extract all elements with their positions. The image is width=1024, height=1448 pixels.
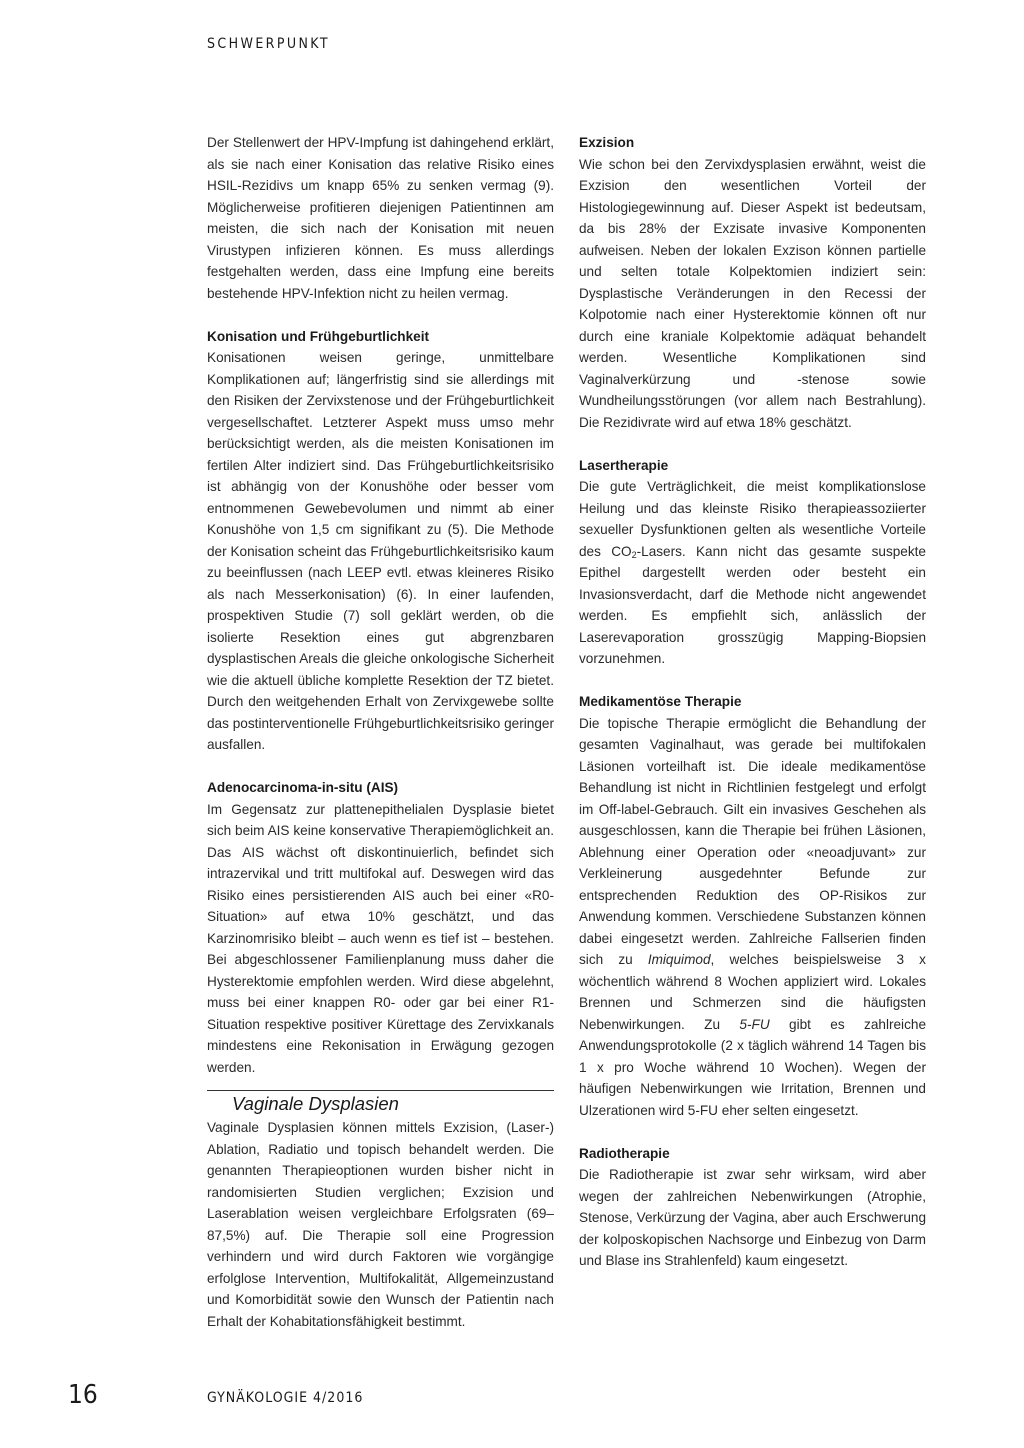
- paragraph-radiotherapie: Die Radiotherapie ist zwar sehr wirksam, wird aber wegen der zahlreichen Nebenwirkungen (Atrophie, Stenose, Verkürzung der Vagina, aber auch Erschwerung der kolposkopischen Nachsorge und Einbezug von Darm und Blase ins Strahlenfeld) kaum eingesetzt.: [579, 1167, 926, 1268]
- journal-issue: GYNÄKOLOGIE 4/2016: [207, 1390, 364, 1406]
- paragraph-exzision: Wie schon bei den Zervixdysplasien erwähnt, weist die Exzision den wesentlichen Vorteil der Histologiegewinnung auf. Dieser Aspekt ist bedeutsam, da bis 28% der Exzisate invasive Komponenten aufweisen. Neben der lokalen Exzison können partielle und selten totale Kolpektomien indiziert sein: Dysplastische Veränderungen in den Recessi der Kolpotomie nach einer Hysterektomie können oft nur durch eine kraniale Kolpektomie adäquat behandelt werden. Wesentliche Komplikationen sind Vaginalverkürzung und -stenose sowie Wundheilungsstörungen (vor allem nach Bestrahlung). Die Rezidivrate wird auf etwa 18% geschätzt.: [579, 156, 926, 430]
- paragraph-medikamentoes: Die topische Therapie ermöglicht die Behandlung der gesamten Vaginalhaut, was gerade bei multifokalen Läsionen vorteilhaft ist. Die ideale medikamentöse Behandlung ist nicht in Richtlinien festgelegt und erfolgt im Off-label-Gebrauch. Gilt ein invasives Geschehen als ausgeschlossen, kann die Therapie bei frühen Läsionen, Ablehnung einer Operation oder «neoadjuvant» zur Verkleinerung ausgedehnter Befunde zur entsprechenden Reduktion des OP-Risikos zur Anwendung kommen. Verschiedene Substanzen können dabei eingesetzt werden. Zahlreiche Fallserien finden sich zu Imiquimod, welches beispielsweise 3 x wöchentlich während 8 Wochen appliziert wird. Lokales Brennen und Schmerzen sind die häufigsten Nebenwirkungen. Zu 5-FU gibt es zahlreiche Anwendungsprotokolle (2 x täglich während 14 Tagen bis 1 x pro Woche während 10 Wochen). Wegen der häufigen Nebenwirkungen wie Irritation, Brennen und Ulzerationen wird 5-FU eher selten eingesetzt.: [579, 715, 926, 1118]
- heading-medikamentoes: Medikamentöse Therapie: [579, 694, 742, 709]
- paragraph-hpv-vaccination: Der Stellenwert der HPV-Impfung ist dahingehend erklärt, als sie nach einer Konisation das relative Risiko eines HSIL-Rezidivs um knapp 65% zu senken vermag (9). Möglicherweise profitieren diejenigen Patientinnen am meisten, die sich nach der Konisation mit neuen Virustypen infizieren können. Es muss allerdings festgehalten werden, dass eine Impfung eine bereits bestehende HPV-Infektion nicht zu heilen vermag.: [207, 135, 554, 301]
- heading-konisation: Konisation und Frühgeburtlichkeit: [207, 328, 430, 344]
- paragraph-laser: Die gute Verträglichkeit, die meist komplikationslose Heilung und das kleinste Risiko therapieassoziierter sexueller Dysfunktionen gelten als wesentliche Vorteile des $CO_2$-Lasers. Kann nicht das gesamte suspekte Epithel dargestellt werden oder besteht ein Invasionsverdacht, darf die Methode nicht angewendet werden. Es empfiehlt sich, anlässlich der Laserevaporation grosszügig Mapping-Biopsien vorzunehmen.: [579, 479, 926, 666]
- paragraph-vaginal: Vaginale Dysplasien können mittels Exzision, (Laser-) Ablation, Radiatio und topisch behandelt werden. Die genannten Therapieoptionen wurden bisher nicht in randomisierten Studien verglichen; Exzision und Laserablation weisen vergleichbare Erfolgsraten (69–87,5%) auf. Die Therapie soll eine Progression verhindern und wird durch Faktoren wie vorgängige erfolglose Intervention, Multifokalität, Allgemeinzustand und Komorbidität sowie den Wunsch der Patientin nach Erhalt der Kohabitationsfähigkeit bestimmt.: [207, 1120, 554, 1329]
- heading-ais: Adenocarcinoma-in-situ (AIS): [207, 780, 399, 795]
- running-head: SCHWERPUNKT: [207, 36, 330, 52]
- right-column: [579, 132, 926, 1272]
- paragraph-konisation: Konisationen weisen geringe, unmittelbare Komplikationen auf; längerfristig sind sie allerdings mit den Risiken der Zervixstenose und der Frühgeburtlichkeit vergesellschaftet. Letzterer Aspekt muss umso mehr berücksichtigt werden, als die meisten Konisationen im fertilen Alter indiziert sind. Das Frühgeburtlichkeitsrisiko ist abhängig von der Konushöhe oder besser vom entnommenen Gewebevolumen und nimmt ab einer Konushöhe von 1,5 cm signifikant zu (5). Die Methode der Konisation scheint das Frühgeburtlichkeitsrisiko kaum zu beeinflussen (nach LEEP evtl. etwas kleineres Risiko als nach Messerkonisation) (6). In einer laufenden, prospektiven Studie (7) soll geklärt werden, ob die isolierte Resektion eines gut abgrenzbaren dysplastischen Areals die gleiche onkologische Sicherheit wie die aktuell übliche komplette Resektion der TZ bietet. Durch den weitgehenden Erhalt von Zervixgewebe sollte das postinterventionelle Frühgeburtlichkeitsrisiko geringer ausfallen.: [207, 350, 554, 752]
- paragraph-ais: Im Gegensatz zur plattenepithelialen Dysplasie bietet sich beim AIS keine konservative Therapiemöglichkeit an. Das AIS wächst oft diskontinuierlich, befindet sich intrazervikal und tritt multifokal auf. Deswegen wird das Risiko eines persistierenden AIS auch bei einer «R0-Situation» auf etwa 10% geschätzt, und das Karzinomrisiko bleibt – auch wenn es tief ist – bestehen. Bei abgeschlossener Familienplanung muss daher die Hysterektomie empfohlen werden. Wird diese abgelehnt, muss bei einer knappen R0- oder gar bei einer R1-Situation respektive positiver Kürettage des Zervixkanals mindestens eine Rekonisation in Erwägung gezogen werden.: [207, 801, 554, 1075]
- left-column: [207, 132, 554, 1332]
- heading-laser: Lasertherapie: [579, 457, 669, 473]
- page-number: 16: [68, 1380, 98, 1410]
- heading-exzision: Exzision: [579, 135, 635, 150]
- section-title-vaginal: Vaginale Dysplasien: [232, 1093, 399, 1114]
- heading-radiotherapie: Radiotherapie: [579, 1145, 670, 1161]
